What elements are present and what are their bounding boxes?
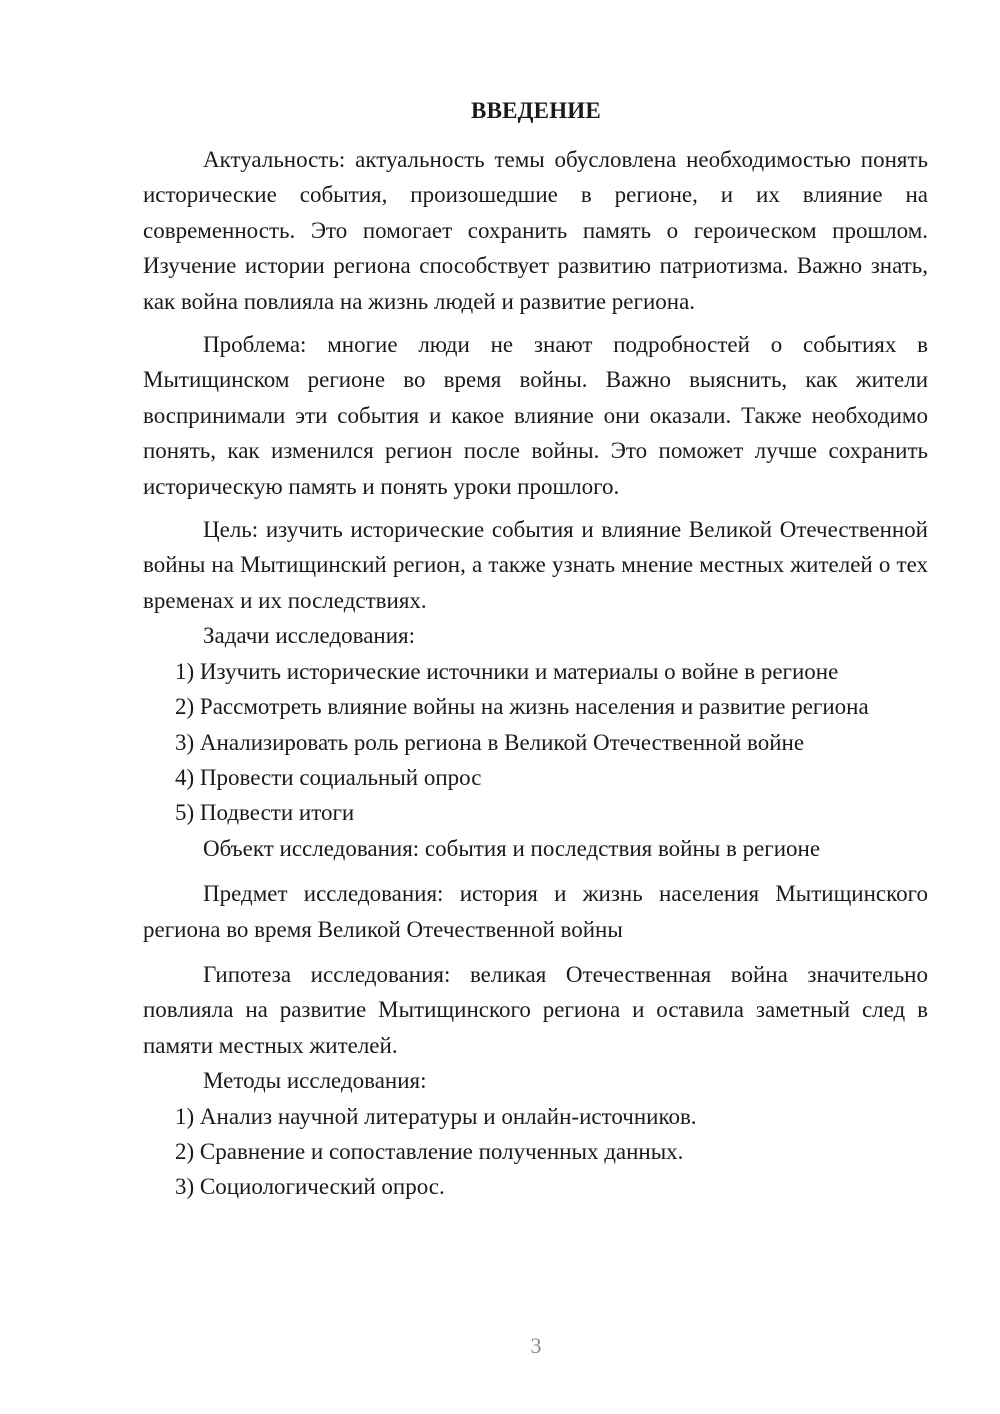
- task-item-1: 1) Изучить исторические источники и материалы о войне в регионе: [175, 658, 839, 684]
- method-item-2: 2) Сравнение и сопоставление полученных данных.: [175, 1138, 684, 1164]
- method-item-1: 1) Анализ научной литературы и онлайн-источников.: [175, 1103, 697, 1129]
- hypothesis-paragraph: Гипотеза исследования: великая Отечественная война значительно повлияла на развитие Мытищинского региона и оставила заметный след в памяти местных жителей.: [143, 961, 928, 1058]
- page-title: ВВЕДЕНИЕ: [471, 98, 601, 123]
- relevance-paragraph: Актуальность: актуальность темы обусловлена необходимостью понять исторические события, произошедшие в регионе, и их влияние на современность. Это помогает сохранить память о героическом прошлом. Изучение истории региона способствует развитию патриотизма. Важно знать, как война повлияла на жизнь людей и развитие региона.: [143, 147, 928, 314]
- methods-heading: Методы исследования:: [203, 1068, 427, 1094]
- task-item-2: 2) Рассмотреть влияние войны на жизнь населения и развитие региона: [175, 694, 869, 720]
- task-item-5: 5) Подвести итоги: [175, 800, 355, 826]
- object-paragraph: Объект исследования: события и последствия войны в регионе: [203, 835, 821, 861]
- tasks-heading: Задачи исследования:: [203, 623, 416, 649]
- method-item-3: 3) Социологический опрос.: [175, 1174, 445, 1200]
- subject-paragraph: Предмет исследования: история и жизнь населения Мытищинского региона во время Великой Отечественной войны: [143, 881, 928, 942]
- goal-paragraph: Цель: изучить исторические события и влияние Великой Отечественной войны на Мытищинский регион, а также узнать мнение местных жителей о тех временах и их последствиях.: [143, 517, 928, 613]
- document-body: [143, 142, 928, 1205]
- problem-paragraph: Проблема: многие люди не знают подробностей о событиях в Мытищинском регионе во время войны. Важно выяснить, как жители воспринимали эти события и какое влияние они оказали. Также необходимо понять, как изменился регион после войны. Это поможет лучше сохранить историческую память и понять уроки прошлого.: [143, 332, 928, 499]
- task-item-4: 4) Провести социальный опрос: [175, 764, 482, 790]
- task-item-3: 3) Анализировать роль региона в Великой Отечественной войне: [175, 729, 805, 755]
- page-number: 3: [530, 1333, 542, 1358]
